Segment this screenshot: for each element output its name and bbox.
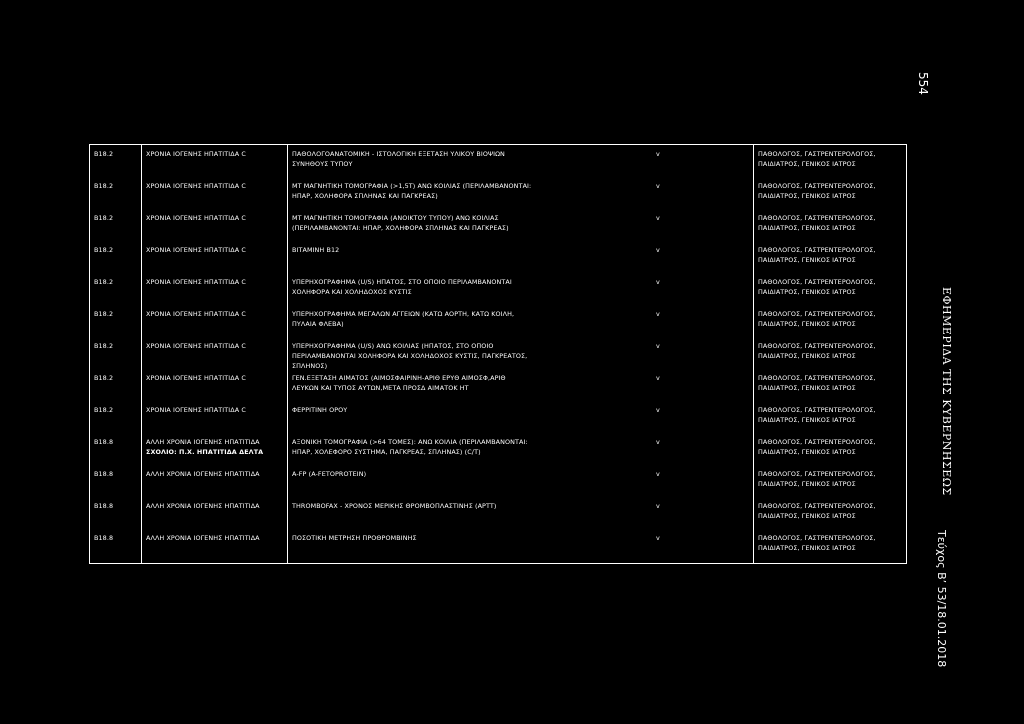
exam-cell-line: ΒΙΤΑΜΙΝΗ Β12 — [292, 246, 340, 254]
code-cell: B18.2 — [94, 278, 114, 286]
code-cell: B18.2 — [94, 406, 114, 414]
specialty-cell-line: ΠΑΙΔΙΑΤΡΟΣ, ΓΕΝΙΚΟΣ ΙΑΤΡΟΣ — [758, 256, 856, 264]
exam-cell-line: ΥΠΕΡΗΧΟΓΡΑΦΗΜΑ ΜΕΓΑΛΩΝ ΑΓΓΕΙΩΝ (ΚΑΤΩ ΑΟΡΤΗ, ΚΑΤΩ ΚΟΙΛΗ, — [292, 310, 515, 318]
specialty-cell — [758, 277, 876, 297]
exam-cell-line: ΑΞΟΝΙΚΗ ΤΟΜΟΓΡΑΦΙΑ (>64 TOMEΣ): ΑΝΩ ΚΟΙΛΙΑ (ΠΕΡΙΛΑΜΒΑΝΟΝΤΑΙ: — [292, 438, 528, 446]
code-cell: B18.2 — [94, 310, 114, 318]
mark-cell: v — [656, 502, 660, 510]
mark-cell: v — [656, 150, 660, 158]
specialty-cell-line: ΠΑΙΔΙΑΤΡΟΣ, ΓΕΝΙΚΟΣ ΙΑΤΡΟΣ — [758, 416, 856, 424]
mark-cell: v — [656, 182, 660, 190]
exam-cell — [292, 213, 509, 233]
code-cell: B18.2 — [94, 246, 114, 254]
specialty-cell-line: ΠΑΙΔΙΑΤΡΟΣ, ΓΕΝΙΚΟΣ ΙΑΤΡΟΣ — [758, 448, 856, 456]
disease-cell-line: ΧΡΟΝΙΑ ΙΟΓΕΝΗΣ ΗΠΑΤΙΤΙΔΑ C — [146, 214, 246, 222]
mark-cell: v — [656, 246, 660, 254]
specialty-cell-line: ΠΑΙΔΙΑΤΡΟΣ, ΓΕΝΙΚΟΣ ΙΑΤΡΟΣ — [758, 224, 856, 232]
exam-cell-line: ΣΥΝΗΘΟΥΣ ΤΥΠΟΥ — [292, 160, 353, 168]
specialty-cell-line: ΠΑΘΟΛΟΓΟΣ, ΓΑΣΤΡΕΝΤΕΡΟΛΟΓΟΣ, — [758, 182, 876, 190]
exam-cell-line: (ΠΕΡΙΛΑΜΒΑΝΟΝΤΑΙ: ΗΠΑΡ, ΧΟΛΗΦΟΡΑ ΣΠΛΗΝΑΣ ΚΑΙ ΠΑΓΚΡΕΑΣ) — [292, 224, 509, 232]
mark-cell: v — [656, 310, 660, 318]
disease-cell-line: ΧΡΟΝΙΑ ΙΟΓΕΝΗΣ ΗΠΑΤΙΤΙΔΑ C — [146, 310, 246, 318]
column-divider — [753, 145, 754, 563]
code-cell: B18.8 — [94, 438, 114, 446]
specialty-cell-line: ΠΑΙΔΙΑΤΡΟΣ, ΓΕΝΙΚΟΣ ΙΑΤΡΟΣ — [758, 352, 856, 360]
specialty-cell — [758, 373, 876, 393]
disease-cell — [146, 437, 263, 457]
specialty-cell-line: ΠΑΙΔΙΑΤΡΟΣ, ΓΕΝΙΚΟΣ ΙΑΤΡΟΣ — [758, 480, 856, 488]
exam-cell-line: THROMBOFAX - ΧΡΟΝΟΣ ΜΕΡΙΚΗΣ ΘΡΟΜΒΟΠΛΑΣΤΙΝΗΣ (APTT) — [292, 502, 497, 510]
exam-cell — [292, 469, 366, 479]
exam-cell-line: ΗΠΑΡ, ΧΟΛΗΦΟΡΑ ΣΠΛΗΝΑΣ ΚΑΙ ΠΑΓΚΡΕΑΣ) — [292, 192, 438, 200]
specialty-cell — [758, 533, 876, 553]
disease-cell — [146, 501, 260, 511]
exam-cell-line: A-FP (A-FETOPROTEIN) — [292, 470, 367, 478]
exam-cell — [292, 181, 531, 201]
disease-cell — [146, 181, 246, 191]
specialty-cell-line: ΠΑΘΟΛΟΓΟΣ, ΓΑΣΤΡΕΝΤΕΡΟΛΟΓΟΣ, — [758, 438, 876, 446]
specialty-cell-line: ΠΑΙΔΙΑΤΡΟΣ, ΓΕΝΙΚΟΣ ΙΑΤΡΟΣ — [758, 320, 856, 328]
disease-cell-line: ΧΡΟΝΙΑ ΙΟΓΕΝΗΣ ΗΠΑΤΙΤΙΔΑ C — [146, 150, 246, 158]
mark-cell: v — [656, 278, 660, 286]
specialty-cell-line: ΠΑΘΟΛΟΓΟΣ, ΓΑΣΤΡΕΝΤΕΡΟΛΟΓΟΣ, — [758, 470, 876, 478]
issue-reference-text: Τεύχος Β’ 53/18.01.2018 — [935, 530, 948, 668]
column-divider — [141, 145, 142, 563]
specialty-cell-line: ΠΑΘΟΛΟΓΟΣ, ΓΑΣΤΡΕΝΤΕΡΟΛΟΓΟΣ, — [758, 278, 876, 286]
disease-cell-line: ΑΛΛΗ ΧΡΟΝΙΑ ΙΟΓΕΝΗΣ ΗΠΑΤΙΤΙΔΑ — [146, 470, 260, 478]
specialty-cell — [758, 341, 876, 361]
mark-cell: v — [656, 534, 660, 542]
exam-cell — [292, 277, 512, 297]
specialty-cell — [758, 309, 876, 329]
specialty-cell — [758, 149, 876, 169]
exam-cell-line: ΠΑΘΟΛΟΓΟΑΝΑΤΟΜΙΚΗ - ΙΣΤΟΛΟΓΙΚΗ ΕΞΕΤΑΣΗ ΥΛΙΚΟΥ ΒΙΟΨΙΩΝ — [292, 150, 505, 158]
exam-cell — [292, 437, 528, 457]
specialty-cell-line: ΠΑΙΔΙΑΤΡΟΣ, ΓΕΝΙΚΟΣ ΙΑΤΡΟΣ — [758, 288, 856, 296]
mark-cell: v — [656, 374, 660, 382]
exam-cell-line: ΠΕΡΙΛΑΜΒΑΝΟΝΤΑΙ ΧΟΛΗΦΟΡΑ ΚΑΙ ΧΟΛΗΔΟΧΟΣ ΚΥΣΤΙΣ, ΠΑΓΚΡΕΑΤΟΣ, — [292, 352, 528, 360]
code-cell: B18.8 — [94, 534, 114, 542]
specialty-cell — [758, 213, 876, 233]
exam-cell-line: ΠΥΛΑΙΑ ΦΛΕΒΑ) — [292, 320, 344, 328]
disease-cell-line: ΑΛΛΗ ΧΡΟΝΙΑ ΙΟΓΕΝΗΣ ΗΠΑΤΙΤΙΔΑ — [146, 502, 260, 510]
code-cell: B18.8 — [94, 502, 114, 510]
mark-cell: v — [656, 342, 660, 350]
disease-cell — [146, 341, 246, 351]
disease-cell-line: ΣΧΟΛΙΟ: Π.Χ. ΗΠΑΤΙΤΙΔΑ ΔΕΛΤΑ — [146, 448, 264, 456]
code-cell: B18.2 — [94, 182, 114, 190]
exam-cell-line: ΥΠΕΡΗΧΟΓΡΑΦΗΜΑ (U/S) ΑΝΩ ΚΟΙΛΙΑΣ (ΗΠΑΤΟΣ, ΣΤΟ ΟΠΟΙΟ — [292, 342, 494, 350]
disease-cell-line: ΧΡΟΝΙΑ ΙΟΓΕΝΗΣ ΗΠΑΤΙΤΙΔΑ C — [146, 374, 246, 382]
specialty-cell — [758, 245, 876, 265]
specialty-cell-line: ΠΑΙΔΙΑΤΡΟΣ, ΓΕΝΙΚΟΣ ΙΑΤΡΟΣ — [758, 512, 856, 520]
specialty-cell — [758, 501, 876, 521]
exam-cell-line: ΛΕΥΚΩΝ ΚΑΙ ΤΥΠΟΣ ΑΥΤΩΝ,ΜΕΤΑ ΠΡΟΣΔ ΑΙΜΑΤΟΚ ΗΤ — [292, 384, 469, 392]
exam-cell — [292, 373, 506, 393]
specialty-cell-line: ΠΑΘΟΛΟΓΟΣ, ΓΑΣΤΡΕΝΤΕΡΟΛΟΓΟΣ, — [758, 374, 876, 382]
exam-cell-line: ΦΕΡΡΙΤΙΝΗ ΟΡΟΥ — [292, 406, 348, 414]
exam-cell — [292, 341, 527, 371]
disease-cell-line: ΧΡΟΝΙΑ ΙΟΓΕΝΗΣ ΗΠΑΤΙΤΙΔΑ C — [146, 342, 246, 350]
disease-cell — [146, 213, 246, 223]
specialty-cell — [758, 437, 876, 457]
exam-cell-line: ΓΕΝ.ΕΞΕΤΑΣΗ ΑΙΜΑΤΟΣ (ΑΙΜΟΣΦΑΙΡΙΝΗ-ΑΡΙΘ ΕΡΥΘ ΑΙΜΟΣΦ,ΑΡΙΘ — [292, 374, 506, 382]
disease-cell — [146, 405, 246, 415]
disease-cell-line: ΑΛΛΗ ΧΡΟΝΙΑ ΙΟΓΕΝΗΣ ΗΠΑΤΙΤΙΔΑ — [146, 534, 260, 542]
disease-cell-line: ΧΡΟΝΙΑ ΙΟΓΕΝΗΣ ΗΠΑΤΙΤΙΔΑ C — [146, 182, 246, 190]
exam-cell — [292, 309, 514, 329]
exams-table — [89, 144, 907, 564]
code-cell: B18.2 — [94, 150, 114, 158]
specialty-cell-line: ΠΑΘΟΛΟΓΟΣ, ΓΑΣΤΡΕΝΤΕΡΟΛΟΓΟΣ, — [758, 214, 876, 222]
code-cell: B18.8 — [94, 470, 114, 478]
specialty-cell-line: ΠΑΘΟΛΟΓΟΣ, ΓΑΣΤΡΕΝΤΕΡΟΛΟΓΟΣ, — [758, 502, 876, 510]
mark-cell: v — [656, 438, 660, 446]
disease-cell — [146, 277, 246, 287]
exam-cell-line: MT ΜΑΓΝΗΤΙΚΗ ΤΟΜΟΓΡΑΦΙΑ (ΑΝΟΙΚΤΟΥ ΤΥΠΟΥ) ΑΝΩ ΚΟΙΛΙΑΣ — [292, 214, 499, 222]
disease-cell — [146, 533, 260, 543]
specialty-cell-line: ΠΑΙΔΙΑΤΡΟΣ, ΓΕΝΙΚΟΣ ΙΑΤΡΟΣ — [758, 160, 856, 168]
specialty-cell — [758, 405, 876, 425]
mark-cell: v — [656, 470, 660, 478]
specialty-cell-line: ΠΑΘΟΛΟΓΟΣ, ΓΑΣΤΡΕΝΤΕΡΟΛΟΓΟΣ, — [758, 150, 876, 158]
page-number-text: 554 — [916, 72, 930, 95]
disease-cell — [146, 309, 246, 319]
specialty-cell-line: ΠΑΙΔΙΑΤΡΟΣ, ΓΕΝΙΚΟΣ ΙΑΤΡΟΣ — [758, 544, 856, 552]
specialty-cell-line: ΠΑΘΟΛΟΓΟΣ, ΓΑΣΤΡΕΝΤΕΡΟΛΟΓΟΣ, — [758, 534, 876, 542]
exam-cell-line: ΧΟΛΗΦΟΡΑ ΚΑΙ ΧΟΛΗΔΟΧΟΣ ΚΥΣΤΙΣ — [292, 288, 412, 296]
disease-cell-line: ΧΡΟΝΙΑ ΙΟΓΕΝΗΣ ΗΠΑΤΙΤΙΔΑ C — [146, 246, 246, 254]
exam-cell — [292, 149, 505, 169]
code-cell: B18.2 — [94, 342, 114, 350]
disease-cell — [146, 245, 246, 255]
disease-cell — [146, 373, 246, 383]
code-cell: B18.2 — [94, 374, 114, 382]
specialty-cell — [758, 181, 876, 201]
specialty-cell-line: ΠΑΘΟΛΟΓΟΣ, ΓΑΣΤΡΕΝΤΕΡΟΛΟΓΟΣ, — [758, 342, 876, 350]
disease-cell-line: ΧΡΟΝΙΑ ΙΟΓΕΝΗΣ ΗΠΑΤΙΤΙΔΑ C — [146, 406, 246, 414]
exam-cell-line: ΥΠΕΡΗΧΟΓΡΑΦΗΜΑ (U/S) ΗΠΑΤΟΣ, ΣΤΟ ΟΠΟΙΟ ΠΕΡΙΛΑΜΒΑΝΟΝΤΑΙ — [292, 278, 512, 286]
disease-cell-line: ΧΡΟΝΙΑ ΙΟΓΕΝΗΣ ΗΠΑΤΙΤΙΔΑ C — [146, 278, 246, 286]
exam-cell-line: ΠΟΣΟΤΙΚΗ ΜΕΤΡΗΣΗ ΠΡΟΘΡΟΜΒΙΝΗΣ — [292, 534, 417, 542]
exam-cell-line: MT ΜΑΓΝΗΤΙΚΗ ΤΟΜΟΓΡΑΦΙΑ (>1,5Τ) ΑΝΩ ΚΟΙΛΙΑΣ (ΠΕΡΙΛΑΜΒΑΝΟΝΤΑΙ: — [292, 182, 532, 190]
specialty-cell-line: ΠΑΙΔΙΑΤΡΟΣ, ΓΕΝΙΚΟΣ ΙΑΤΡΟΣ — [758, 384, 856, 392]
specialty-cell-line: ΠΑΘΟΛΟΓΟΣ, ΓΑΣΤΡΕΝΤΕΡΟΛΟΓΟΣ, — [758, 246, 876, 254]
column-divider — [287, 145, 288, 563]
disease-cell-line: ΑΛΛΗ ΧΡΟΝΙΑ ΙΟΓΕΝΗΣ ΗΠΑΤΙΤΙΔΑ — [146, 438, 260, 446]
disease-cell — [146, 149, 246, 159]
exam-cell — [292, 405, 347, 415]
mark-cell: v — [656, 406, 660, 414]
specialty-cell — [758, 469, 876, 489]
specialty-cell-line: ΠΑΘΟΛΟΓΟΣ, ΓΑΣΤΡΕΝΤΕΡΟΛΟΓΟΣ, — [758, 310, 876, 318]
specialty-cell-line: ΠΑΘΟΛΟΓΟΣ, ΓΑΣΤΡΕΝΤΕΡΟΛΟΓΟΣ, — [758, 406, 876, 414]
mark-cell: v — [656, 214, 660, 222]
gazette-title-text: ΕΦΗΜΕΡΙΔΑ ΤΗΣ ΚΥΒΕΡΝΗΣΕΩΣ — [940, 287, 953, 496]
exam-cell — [292, 501, 496, 511]
specialty-cell-line: ΠΑΙΔΙΑΤΡΟΣ, ΓΕΝΙΚΟΣ ΙΑΤΡΟΣ — [758, 192, 856, 200]
disease-cell — [146, 469, 260, 479]
exam-cell-line: ΣΠΛΗΝΟΣ) — [292, 362, 328, 370]
exam-cell — [292, 245, 339, 255]
exam-cell-line: ΗΠΑΡ, ΧΟΛΕΦΟΡΟ ΣΥΣΤΗΜΑ, ΠΑΓΚΡΕΑΣ, ΣΠΛΗΝΑΣ) (C/T) — [292, 448, 481, 456]
code-cell: B18.2 — [94, 214, 114, 222]
exam-cell — [292, 533, 417, 543]
